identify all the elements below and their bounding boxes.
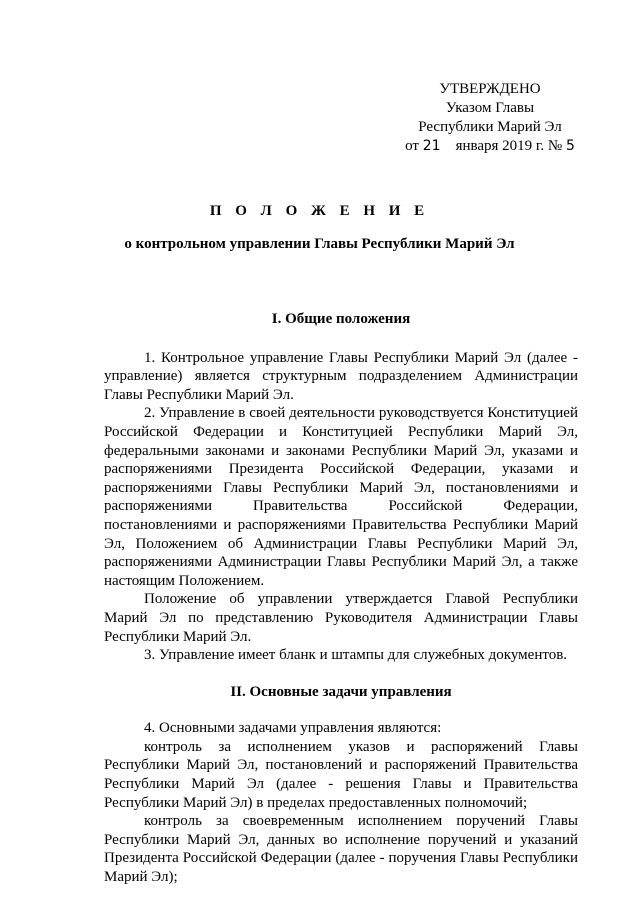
approval-date-line (380, 137, 600, 156)
section-heading-1: I. Общие положения (271, 311, 411, 327)
section-heading-2: II. Основные задачи управления (230, 683, 452, 700)
approval-number: 5 (565, 138, 575, 154)
paragraph: 2. Управление в своей деятельности руководствуется Конституцией Российской Федерации и Конституцией Республики Марий Эл, федеральными законами и законами Республики Марий Эл, указами и распоряжениями Президента Российской Федерации, указами и распоряжениями Главы Республики Марий Эл, постановлениями и распоряжениями Правительства Российской Федерации, постановлениями и распоряжениями Правительства Республики Марий Эл, Положением об Администрации Главы Республики Марий Эл, распоряжениями Администрации Главы Республики Марий Эл, а также настоящим Положением. (104, 405, 578, 589)
approval-stamp (380, 80, 600, 156)
document-subtitle: о контрольном управлении Главы Республики Марий Эл (124, 236, 515, 252)
document-title: П О Л О Ж Е Н И Е (209, 203, 430, 219)
paragraph: 1. Контрольное управление Главы Республики Марий Эл (далее - управление) является структурным подразделением Администрации Главы Республики Марий Эл. (104, 349, 578, 403)
approval-date-middle: января 2019 г. № (455, 138, 563, 154)
approval-line-1: УТВЕРЖДЕНО (439, 81, 541, 97)
paragraph: контроль за исполнением указов и распоряжений Главы Республики Марий Эл, постановлений и распоряжений Правительства Республики Марий Эл (далее - решения Главы и Правительства Республики Марий Эл) в пределах предоставленных полномочий; (104, 738, 578, 811)
paragraph: 4. Основными задачами управления являются: (144, 720, 442, 737)
paragraph: 3. Управление имеет бланк и штампы для служебных документов. (144, 647, 568, 664)
approval-date-prefix: от (405, 138, 419, 154)
paragraph: контроль за своевременным исполнением поручений Главы Республики Марий Эл, данных во исполнение поручений и указаний Президента Российской Федерации (далее - поручения Главы Республики Марий Эл); (104, 813, 578, 886)
paragraph: Положение об управлении утверждается Главой Республики Марий Эл по представлению Руководителя Администрации Главы Республики Марий Эл. (104, 591, 578, 645)
document-body (104, 310, 578, 887)
approval-line-3: Республики Марий Эл (418, 119, 562, 135)
approval-day: 21 (422, 138, 441, 154)
approval-line-2: Указом Главы (445, 100, 535, 116)
